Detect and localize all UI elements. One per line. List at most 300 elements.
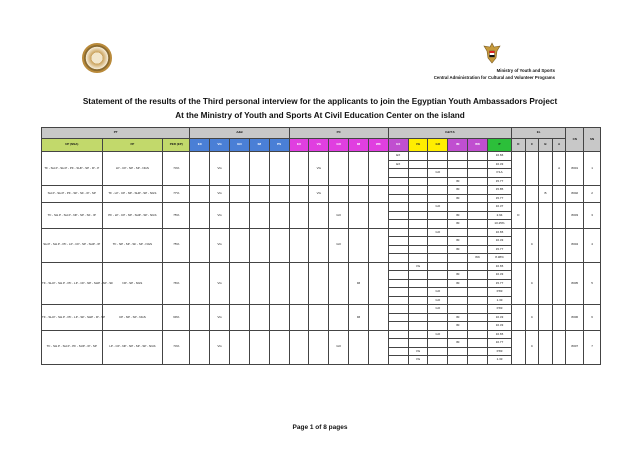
ab-go-cell bbox=[230, 152, 250, 186]
subheader-row bbox=[42, 139, 601, 152]
cit-ex-cell bbox=[388, 296, 408, 305]
el-d-cell bbox=[512, 228, 526, 262]
ab-im-cell bbox=[249, 262, 269, 305]
cit-wk-cell bbox=[468, 305, 488, 314]
subheader-vg: VG bbox=[309, 139, 329, 152]
cit-wk-cell bbox=[468, 228, 488, 237]
cit-ex-cell bbox=[388, 245, 408, 254]
cit-go-cell bbox=[428, 339, 448, 348]
cn-cell: 8005 bbox=[566, 262, 584, 305]
group-pc: PC bbox=[289, 128, 388, 139]
page-number: Page 1 of 8 pages bbox=[292, 424, 348, 431]
subheader-ex: EX bbox=[190, 139, 210, 152]
subheader-go: GO bbox=[428, 139, 448, 152]
subheader-ex: EX bbox=[289, 139, 309, 152]
el-d-cell bbox=[512, 305, 526, 331]
cit-ex-cell bbox=[388, 330, 408, 339]
cit-p-cell: 16.33 bbox=[488, 271, 512, 280]
cit-p-cell: 15.77 bbox=[488, 279, 512, 288]
ab-im-cell bbox=[249, 203, 269, 229]
cit-wk-cell bbox=[468, 152, 488, 161]
ab-ps-cell bbox=[269, 186, 289, 203]
el-a-cell bbox=[552, 203, 566, 229]
cit-wk-cell bbox=[468, 288, 488, 297]
cit-im-cell: IM bbox=[448, 220, 468, 229]
cit-go-cell bbox=[428, 245, 448, 254]
ab-vg-cell: VG bbox=[210, 262, 230, 305]
table-row bbox=[42, 186, 601, 195]
subheader-vg: VG bbox=[210, 139, 230, 152]
sn-cell: 2 bbox=[584, 186, 601, 203]
cit-go-cell bbox=[428, 347, 448, 356]
ab-go-cell bbox=[230, 305, 250, 331]
el-c-cell bbox=[525, 152, 539, 186]
cit-go-cell: GO bbox=[428, 330, 448, 339]
ab-ps-cell bbox=[269, 228, 289, 262]
subheader-ps: PS bbox=[269, 139, 289, 152]
el-b-cell bbox=[539, 203, 553, 229]
ab-ex-cell bbox=[190, 152, 210, 186]
ab-ps-cell bbox=[269, 152, 289, 186]
cit-p-cell: P.1A bbox=[488, 169, 512, 178]
cit-p-cell: 15.77 bbox=[488, 177, 512, 186]
group-el: EL bbox=[512, 128, 566, 139]
subheader-vg: VG bbox=[408, 139, 428, 152]
cit-im-cell bbox=[448, 169, 468, 178]
pc-go-cell bbox=[329, 262, 349, 305]
cit-go-cell: GO bbox=[428, 169, 448, 178]
cn-cell: 8004 bbox=[566, 228, 584, 262]
cit-vg-cell bbox=[408, 313, 428, 322]
pc-ex-cell bbox=[289, 305, 309, 331]
cit-vg-cell bbox=[408, 152, 428, 161]
cit-im-cell: IM bbox=[448, 279, 468, 288]
cit-p-cell: 1.33 bbox=[488, 356, 512, 365]
ab-go-cell bbox=[230, 186, 250, 203]
cit-ex-cell bbox=[388, 288, 408, 297]
cit-wk-cell bbox=[468, 262, 488, 271]
pc-vg-cell bbox=[309, 228, 329, 262]
cit-ex-cell bbox=[388, 203, 408, 212]
cit-p-cell: 2.94 bbox=[488, 211, 512, 220]
cit-p-cell: 15.77 bbox=[488, 194, 512, 203]
cit-im-cell: IM bbox=[448, 211, 468, 220]
cit-p-cell: P.83 bbox=[488, 288, 512, 297]
subheader-p: P bbox=[488, 139, 512, 152]
results-body bbox=[42, 152, 601, 365]
per-cell: 75% bbox=[163, 228, 190, 262]
cit-go-cell bbox=[428, 313, 448, 322]
cultural-administration-logo bbox=[82, 43, 112, 73]
cit-vg-cell bbox=[408, 245, 428, 254]
pc-ex-cell bbox=[289, 228, 309, 262]
table-row bbox=[42, 262, 601, 271]
cit-wk-cell bbox=[468, 203, 488, 212]
sn-cell: 6 bbox=[584, 305, 601, 331]
cit-go-cell bbox=[428, 279, 448, 288]
cit-p-cell: 10.25% bbox=[488, 220, 512, 229]
ab-ex-cell bbox=[190, 186, 210, 203]
pc-im-cell bbox=[349, 228, 369, 262]
subheader-im: IM bbox=[448, 139, 468, 152]
ab-vg-cell: VG bbox=[210, 330, 230, 364]
cit-wk-cell bbox=[468, 160, 488, 169]
pc-go-cell bbox=[329, 305, 349, 331]
pc-im-cell bbox=[349, 186, 369, 203]
cit-vg-cell bbox=[408, 169, 428, 178]
sn-cell: 5 bbox=[584, 262, 601, 305]
cit-ex-cell bbox=[388, 279, 408, 288]
subheader-go: GO bbox=[329, 139, 349, 152]
administration-name: Central Administration for Cultural and Volunteer Programs bbox=[433, 74, 555, 80]
cit-vg-cell bbox=[408, 160, 428, 169]
el-a-cell bbox=[552, 228, 566, 262]
pc-wk-cell bbox=[368, 262, 388, 305]
cit-vg-cell bbox=[408, 237, 428, 246]
cit-ex-cell bbox=[388, 262, 408, 271]
cit-p-cell: 16.33 bbox=[488, 322, 512, 331]
ab-vg-cell: VG bbox=[210, 228, 230, 262]
ministry-header bbox=[434, 68, 555, 81]
sn-cell: 1 bbox=[584, 152, 601, 186]
pc-go-cell: GO bbox=[329, 330, 349, 364]
cit-wk-cell bbox=[468, 330, 488, 339]
cit-wk-cell bbox=[468, 220, 488, 229]
sn-cell: 7 bbox=[584, 330, 601, 364]
ab-im-cell bbox=[249, 152, 269, 186]
document-title: Statement of the results of the Third personal interview for the applicants to join the Egyptian Youth Ambassadors Project bbox=[82, 97, 558, 106]
pc-wk-cell bbox=[368, 305, 388, 331]
ab-ex-cell bbox=[190, 262, 210, 305]
ab-im-cell bbox=[249, 330, 269, 364]
el-c-cell bbox=[525, 203, 539, 229]
table-row bbox=[42, 228, 601, 237]
cit-im-cell bbox=[448, 288, 468, 297]
subheader-im: IM bbox=[349, 139, 369, 152]
cit-im-cell: IM bbox=[448, 177, 468, 186]
cit-im-cell: IM bbox=[448, 271, 468, 280]
pc-wk-cell bbox=[368, 203, 388, 229]
el-a-cell bbox=[552, 305, 566, 331]
cit-ex-cell bbox=[388, 254, 408, 263]
fp-cell: LP - CP - NP - SP - NGS bbox=[102, 152, 163, 186]
per-cell: 74% bbox=[163, 330, 190, 364]
pc-vg-cell bbox=[309, 330, 329, 364]
pc-ex-cell bbox=[289, 152, 309, 186]
cit-wk-cell bbox=[468, 322, 488, 331]
egypt-eagle-emblem bbox=[482, 42, 502, 64]
cit-p-cell: 16.65 bbox=[488, 330, 512, 339]
subheader-ex: EX bbox=[388, 139, 408, 152]
cit-im-cell bbox=[448, 296, 468, 305]
cit-im-cell bbox=[448, 160, 468, 169]
ab-ex-cell bbox=[190, 330, 210, 364]
el-c-cell: C bbox=[525, 330, 539, 364]
pc-vg-cell: VG bbox=[309, 186, 329, 203]
cit-go-cell bbox=[428, 356, 448, 365]
cit-wk-cell bbox=[468, 245, 488, 254]
fp-cell: LP - CP - NP - NP - SP - SP - NGS bbox=[102, 330, 163, 364]
ab-vg-cell: VG bbox=[210, 186, 230, 203]
el-b-cell bbox=[539, 228, 553, 262]
sn-cell: 3 bbox=[584, 203, 601, 229]
cit-wk-cell bbox=[468, 194, 488, 203]
cit-vg-cell bbox=[408, 339, 428, 348]
fp-cell: NP - SP - NGS bbox=[102, 262, 163, 305]
ab-vg-cell: VG bbox=[210, 203, 230, 229]
el-d-cell bbox=[512, 262, 526, 305]
cit-ex-cell: EX bbox=[388, 152, 408, 161]
pc-ex-cell bbox=[289, 186, 309, 203]
cit-ex-cell bbox=[388, 271, 408, 280]
cit-p-cell: 15.77 bbox=[488, 245, 512, 254]
el-b-cell bbox=[539, 152, 553, 186]
el-c-cell: C bbox=[525, 262, 539, 305]
pc-go-cell: GO bbox=[329, 203, 349, 229]
up-cell: TF - SH.P - SH.P - NP - SP - SF - IP bbox=[42, 203, 103, 229]
subheader-im: IM bbox=[249, 139, 269, 152]
ab-ps-cell bbox=[269, 203, 289, 229]
subheader-fp: FP bbox=[102, 139, 163, 152]
cn-cell: 8001 bbox=[566, 152, 584, 186]
cit-im-cell: IM bbox=[448, 237, 468, 246]
table-row bbox=[42, 203, 601, 212]
cit-go-cell bbox=[428, 220, 448, 229]
pc-wk-cell bbox=[368, 186, 388, 203]
cit-p-cell: 16.33 bbox=[488, 160, 512, 169]
cit-p-cell: P.83 bbox=[488, 305, 512, 314]
subheader-wk: WK bbox=[368, 139, 388, 152]
up-cell: TF - SH.P - SH.P - PF - LP - CP - NP - SHP - SP - SF bbox=[42, 262, 103, 305]
cit-p-cell: 15.85 bbox=[488, 186, 512, 195]
cit-wk-cell bbox=[468, 186, 488, 195]
el-d-cell bbox=[512, 330, 526, 364]
cit-wk-cell bbox=[468, 347, 488, 356]
el-a-cell bbox=[552, 330, 566, 364]
cit-go-cell bbox=[428, 186, 448, 195]
ab-ex-cell bbox=[190, 203, 210, 229]
cn-cell: 8007 bbox=[566, 330, 584, 364]
pc-im-cell: IM bbox=[349, 262, 369, 305]
fp-cell: PF - LP - CP - NP - SHP - SP - NGS bbox=[102, 203, 163, 229]
cit-im-cell bbox=[448, 262, 468, 271]
cit-vg-cell bbox=[408, 296, 428, 305]
group-cn: CN bbox=[566, 128, 584, 152]
ab-ps-cell bbox=[269, 330, 289, 364]
cit-go-cell bbox=[428, 262, 448, 271]
cit-go-cell bbox=[428, 322, 448, 331]
cit-im-cell: IM bbox=[448, 194, 468, 203]
cit-p-cell: 16.66 bbox=[488, 152, 512, 161]
cit-wk-cell bbox=[468, 279, 488, 288]
cit-vg-cell bbox=[408, 279, 428, 288]
ab-vg-cell: VG bbox=[210, 305, 230, 331]
cit-vg-cell bbox=[408, 254, 428, 263]
cit-ex-cell bbox=[388, 228, 408, 237]
cit-vg-cell bbox=[408, 305, 428, 314]
cit-wk-cell bbox=[468, 237, 488, 246]
ab-go-cell bbox=[230, 203, 250, 229]
cit-ex-cell bbox=[388, 220, 408, 229]
cit-vg-cell bbox=[408, 186, 428, 195]
cit-go-cell bbox=[428, 177, 448, 186]
results-table bbox=[41, 127, 601, 365]
cit-ex-cell: EX bbox=[388, 160, 408, 169]
cit-p-cell: 8.38% bbox=[488, 254, 512, 263]
cit-vg-cell bbox=[408, 177, 428, 186]
el-d-cell: D bbox=[512, 203, 526, 229]
table-row bbox=[42, 305, 601, 314]
cit-p-cell: P.83 bbox=[488, 347, 512, 356]
cn-cell: 8002 bbox=[566, 186, 584, 203]
cit-go-cell bbox=[428, 194, 448, 203]
cit-vg-cell bbox=[408, 322, 428, 331]
cit-ex-cell bbox=[388, 169, 408, 178]
cit-vg-cell bbox=[408, 194, 428, 203]
pc-go-cell: GO bbox=[329, 228, 349, 262]
cit-p-cell: 16.33 bbox=[488, 237, 512, 246]
cit-ex-cell bbox=[388, 211, 408, 220]
pc-vg-cell bbox=[309, 203, 329, 229]
cit-vg-cell bbox=[408, 228, 428, 237]
cit-ex-cell bbox=[388, 347, 408, 356]
pc-vg-cell bbox=[309, 262, 329, 305]
subheader-per-ep: PER (EP) bbox=[163, 139, 190, 152]
cit-im-cell bbox=[448, 203, 468, 212]
cit-im-cell: IM bbox=[448, 245, 468, 254]
cit-go-cell: GO bbox=[428, 228, 448, 237]
subheader-d: D bbox=[512, 139, 526, 152]
pc-wk-cell bbox=[368, 228, 388, 262]
ab-vg-cell: VG bbox=[210, 152, 230, 186]
el-b-cell bbox=[539, 305, 553, 331]
document-subtitle: At the Ministry of Youth and Sports At Civil Education Center on the island bbox=[175, 111, 465, 120]
cit-ex-cell bbox=[388, 305, 408, 314]
cit-im-cell bbox=[448, 356, 468, 365]
cit-im-cell bbox=[448, 228, 468, 237]
el-d-cell bbox=[512, 152, 526, 186]
cit-wk-cell bbox=[468, 313, 488, 322]
cit-go-cell: GO bbox=[428, 203, 448, 212]
cit-ex-cell bbox=[388, 194, 408, 203]
fp-cell: CP - NP - SP - NGS bbox=[102, 305, 163, 331]
el-d-cell bbox=[512, 186, 526, 203]
cit-im-cell: IM bbox=[448, 339, 468, 348]
cit-p-cell: 16.65 bbox=[488, 262, 512, 271]
cit-wk-cell bbox=[468, 356, 488, 365]
el-a-cell bbox=[552, 186, 566, 203]
cit-wk-cell bbox=[468, 339, 488, 348]
cit-go-cell bbox=[428, 237, 448, 246]
cit-wk-cell: WK bbox=[468, 254, 488, 263]
cit-go-cell: GO bbox=[428, 288, 448, 297]
ab-go-cell bbox=[230, 228, 250, 262]
cit-p-cell: 16.37 bbox=[488, 203, 512, 212]
cn-cell: 8003 bbox=[566, 203, 584, 229]
ab-im-cell bbox=[249, 228, 269, 262]
el-c-cell: C bbox=[525, 305, 539, 331]
cit-im-cell bbox=[448, 330, 468, 339]
el-b-cell bbox=[539, 330, 553, 364]
group-ab: A&B bbox=[190, 128, 289, 139]
fp-cell: TF - NP - SP - SF - SP - NGS bbox=[102, 228, 163, 262]
cit-im-cell: IM bbox=[448, 322, 468, 331]
cn-cell: 8006 bbox=[566, 305, 584, 331]
cit-wk-cell bbox=[468, 271, 488, 280]
ab-ex-cell bbox=[190, 228, 210, 262]
cit-go-cell bbox=[428, 271, 448, 280]
cit-im-cell: IM bbox=[448, 313, 468, 322]
cit-vg-cell bbox=[408, 271, 428, 280]
up-cell: TF - SH.P - SH.P - PF - LP - SP - SHP - IP - SP bbox=[42, 305, 103, 331]
subheader-b: B bbox=[539, 139, 553, 152]
cit-p-cell: 1.33 bbox=[488, 296, 512, 305]
pc-ex-cell bbox=[289, 262, 309, 305]
group-cit: C&IT.S bbox=[388, 128, 511, 139]
up-cell: TF - SH.P - SH.P - PF - SUP - SP - IP - P bbox=[42, 152, 103, 186]
subheader-go: GO bbox=[230, 139, 250, 152]
cit-vg-cell bbox=[408, 330, 428, 339]
el-c-cell: C bbox=[525, 228, 539, 262]
subheader-up-nsa: UP (NSA) bbox=[42, 139, 103, 152]
cit-vg-cell: VG bbox=[408, 356, 428, 365]
fp-cell: TF - LP - CP - NP - SHP - SP - NGS bbox=[102, 186, 163, 203]
subheader-a: A bbox=[552, 139, 566, 152]
el-b-cell: B bbox=[539, 186, 553, 203]
el-b-cell bbox=[539, 262, 553, 305]
cit-wk-cell bbox=[468, 296, 488, 305]
pc-im-cell bbox=[349, 330, 369, 364]
subheader-c: C bbox=[525, 139, 539, 152]
cit-ex-cell bbox=[388, 322, 408, 331]
ministry-name: Ministry of Youth and Sports bbox=[496, 68, 555, 73]
cit-im-cell bbox=[448, 152, 468, 161]
cit-vg-cell bbox=[408, 211, 428, 220]
pc-im-cell bbox=[349, 203, 369, 229]
cit-vg-cell bbox=[408, 203, 428, 212]
per-cell: 77% bbox=[163, 186, 190, 203]
pc-go-cell bbox=[329, 152, 349, 186]
ab-ps-cell bbox=[269, 305, 289, 331]
cit-im-cell bbox=[448, 347, 468, 356]
pc-go-cell bbox=[329, 186, 349, 203]
cit-vg-cell: VG bbox=[408, 347, 428, 356]
per-cell: 75% bbox=[163, 203, 190, 229]
ab-ps-cell bbox=[269, 262, 289, 305]
per-cell: 69% bbox=[163, 305, 190, 331]
ab-go-cell bbox=[230, 262, 250, 305]
pc-ex-cell bbox=[289, 203, 309, 229]
cit-ex-cell bbox=[388, 313, 408, 322]
cit-wk-cell bbox=[468, 169, 488, 178]
cit-go-cell bbox=[428, 152, 448, 161]
ab-im-cell bbox=[249, 186, 269, 203]
per-cell: 74% bbox=[163, 152, 190, 186]
pc-vg-cell bbox=[309, 305, 329, 331]
cit-p-cell: 16.77 bbox=[488, 339, 512, 348]
cit-wk-cell bbox=[468, 177, 488, 186]
cit-im-cell bbox=[448, 254, 468, 263]
el-c-cell bbox=[525, 186, 539, 203]
cit-ex-cell bbox=[388, 339, 408, 348]
cit-go-cell bbox=[428, 160, 448, 169]
up-cell: SH.P - SH.P - PF - SP - SF - IP - SP bbox=[42, 186, 103, 203]
pc-wk-cell bbox=[368, 152, 388, 186]
cit-vg-cell bbox=[408, 220, 428, 229]
sn-cell: 4 bbox=[584, 228, 601, 262]
group-sn: SN bbox=[584, 128, 601, 152]
cit-ex-cell bbox=[388, 186, 408, 195]
